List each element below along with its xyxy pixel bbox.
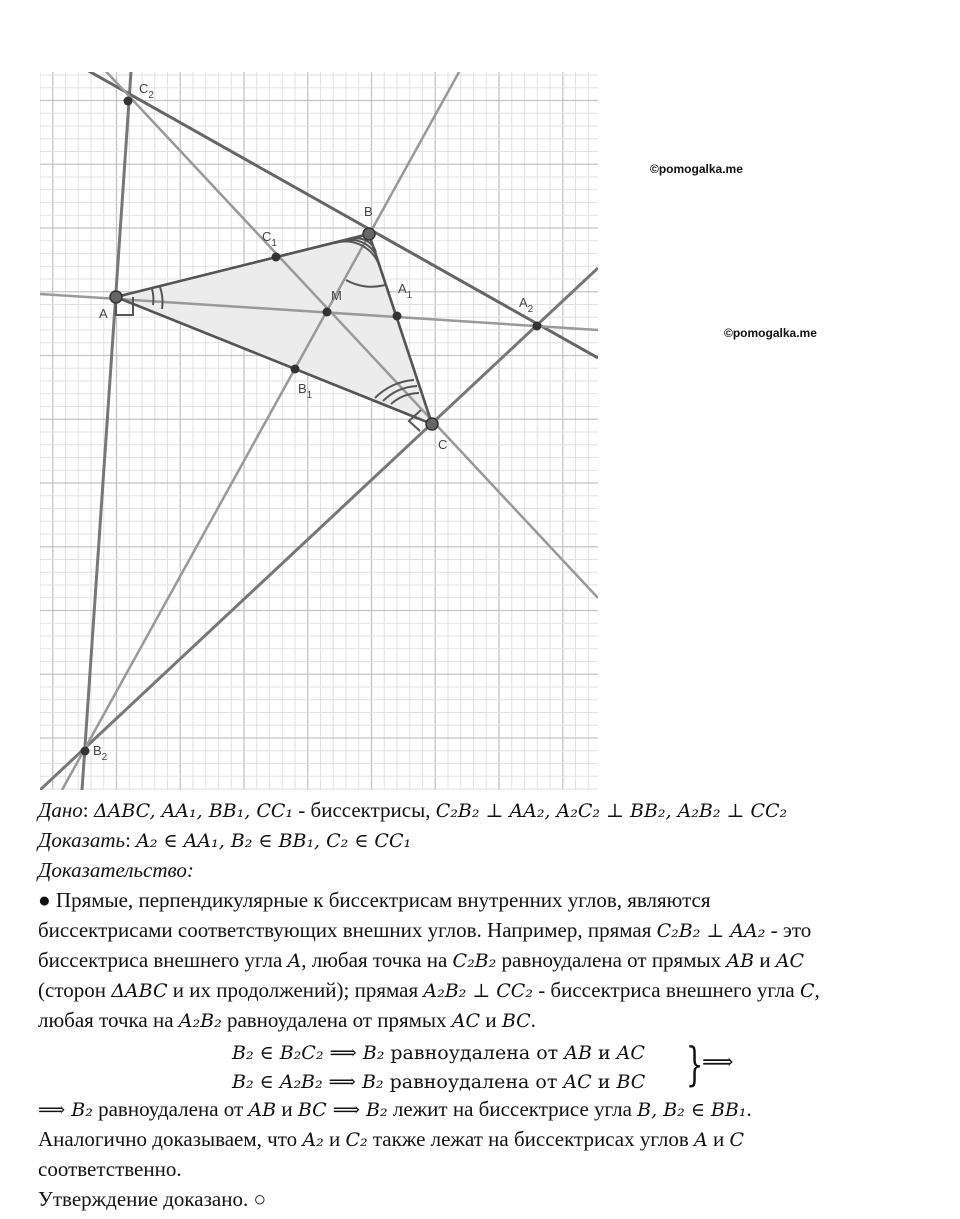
given-label: Дано	[38, 798, 83, 822]
point-c	[426, 418, 438, 430]
proof-line-6: ⟹ B₂ равноудалена от AB и BC ⟹ B₂ лежит на биссектрисе угла B, B₂ ∈ BB₁.	[38, 1097, 752, 1121]
prove-line: Доказать: A₂ ∈ AA₁, B₂ ∈ BB₁, C₂ ∈ CC₁	[38, 828, 412, 852]
label-b2: $B_2$	[93, 743, 108, 763]
given-line: Дано: ΔABC, AA₁, BB₁, CC₁ - биссектрисы, C₂B₂ ⊥ AA₂, A₂C₂ ⊥ BB₂, A₂B₂ ⊥ CC₂	[38, 798, 788, 822]
geometry-figure	[0, 0, 600, 795]
prove-label: Доказать	[38, 828, 126, 852]
proof-line-5: любая точка на A₂B₂ равноудалена от прямых AC и BC.	[38, 1008, 536, 1032]
system-row-1: B₂ ∈ B₂C₂ ⟹ B₂ равноудалена от AB и AC	[232, 1042, 645, 1064]
proof-line-2: биссектрисами соответствующих внешних углов. Например, прямая C₂B₂ ⊥ AA₂ - это	[38, 918, 812, 942]
point-a2	[533, 322, 542, 331]
given-math2: C₂B₂ ⊥ AA₂, A₂C₂ ⊥ BB₂, A₂B₂ ⊥ CC₂	[435, 800, 788, 822]
proof-label: Доказательство:	[38, 858, 194, 882]
point-b2	[81, 747, 90, 756]
system-brace: }	[685, 1037, 704, 1091]
system-row-2: B₂ ∈ A₂B₂ ⟹ B₂ равноудалена от AC и BC	[232, 1071, 646, 1093]
point-c1	[272, 253, 281, 262]
label-c1: $C_1$	[262, 229, 277, 249]
system-implies: ⟹	[702, 1050, 734, 1075]
label-c: C	[438, 437, 448, 452]
line-c2b2	[82, 72, 131, 790]
label-m: M	[331, 288, 342, 303]
label-a1: $A_1$	[398, 281, 413, 301]
point-a1	[393, 312, 402, 321]
point-c2	[124, 97, 133, 106]
given-math: ΔABC, AA₁, BB₁, CC₁	[93, 800, 294, 822]
point-b1	[291, 365, 300, 374]
proof-line-7: Аналогично доказываем, что A₂ и C₂ также лежат на биссектрисах углов A и C	[38, 1127, 745, 1151]
point-a	[110, 291, 122, 303]
proof-line-1: ● Прямые, перпендикулярные к биссектрисам внутренних углов, являются	[38, 888, 711, 912]
system	[232, 1038, 645, 1096]
given-word: - биссектрисы,	[293, 798, 436, 822]
prove-math: A₂ ∈ AA₁, B₂ ∈ BB₁, C₂ ∈ CC₁	[136, 830, 412, 852]
label-a2: $A_2$	[519, 295, 534, 315]
proof-conclusion: Утверждение доказано. ○	[38, 1187, 267, 1211]
label-b: B	[364, 204, 373, 219]
label-a: A	[99, 306, 108, 321]
proof-line-8: соответственно.	[38, 1157, 182, 1181]
proof-line-3: биссектриса внешнего угла A, любая точка на C₂B₂ равноудалена от прямых AB и AC	[38, 948, 805, 972]
line-bb2	[62, 72, 459, 790]
point-m	[323, 308, 332, 317]
watermark-top: ©pomogalka.me	[650, 162, 743, 176]
label-c2: $C_2$	[139, 81, 154, 101]
proof-line-4: (сторон ΔABC и их продолжений); прямая A₂B₂ ⊥ CC₂ - биссектриса внешнего угла C,	[38, 978, 820, 1002]
watermark-middle: ©pomogalka.me	[724, 326, 817, 340]
point-b	[363, 228, 375, 240]
label-b1: $B_1$	[298, 381, 313, 401]
